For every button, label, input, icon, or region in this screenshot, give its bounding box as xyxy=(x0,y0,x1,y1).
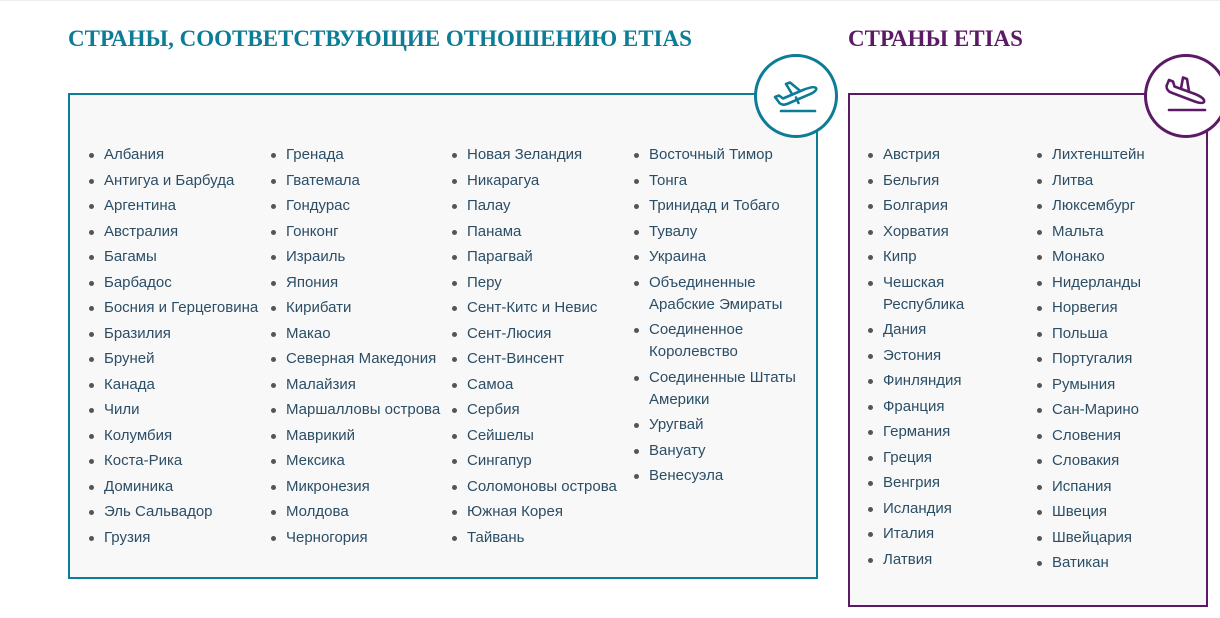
airplane-arrival-icon xyxy=(1159,74,1213,118)
country-list-item: Сан-Марино xyxy=(1036,399,1196,421)
country-list-item: Эль Сальвадор xyxy=(88,501,264,523)
country-list-item: Маршалловы острова xyxy=(270,399,446,421)
country-list-item: Палау xyxy=(451,195,627,217)
country-list-item: Румыния xyxy=(1036,374,1196,396)
country-list-item: Колумбия xyxy=(88,425,264,447)
country-list-item: Исландия xyxy=(867,498,1027,520)
country-list-item: Сингапур xyxy=(451,450,627,472)
country-list-item: Лихтенштейн xyxy=(1036,144,1196,166)
country-list-item: Монако xyxy=(1036,246,1196,268)
etias-countries-heading: СТРАНЫ ETIAS xyxy=(848,26,1023,51)
country-list-item: Самоа xyxy=(451,374,627,396)
country-list-item: Аргентина xyxy=(88,195,264,217)
country-list-item: Италия xyxy=(867,523,1027,545)
country-list-item: Сент-Люсия xyxy=(451,323,627,345)
country-list-item: Канада xyxy=(88,374,264,396)
country-list-item: Антигуа и Барбуда xyxy=(88,170,264,192)
etias-countries-column-2 xyxy=(1036,144,1196,578)
country-list-item: Дания xyxy=(867,319,1027,341)
airplane-arrival-badge xyxy=(1144,54,1220,138)
relation-countries-column-4 xyxy=(633,144,809,491)
country-list-item: Германия xyxy=(867,421,1027,443)
country-list-item: Австралия xyxy=(88,221,264,243)
country-list-item: Израиль xyxy=(270,246,446,268)
top-divider xyxy=(0,0,1220,1)
country-list-item: Восточный Тимор xyxy=(633,144,809,166)
country-list-item: Парагвай xyxy=(451,246,627,268)
country-list-item: Литва xyxy=(1036,170,1196,192)
relation-countries-column-2 xyxy=(270,144,446,552)
country-list-item: Микронезия xyxy=(270,476,446,498)
country-list-item: Испания xyxy=(1036,476,1196,498)
country-list-item: Молдова xyxy=(270,501,446,523)
country-list-item: Грузия xyxy=(88,527,264,549)
country-list-item: Соединенные Штаты Америки xyxy=(633,367,809,411)
country-list-item: Португалия xyxy=(1036,348,1196,370)
country-list-item: Тринидад и Тобаго xyxy=(633,195,809,217)
country-list-item: Кипр xyxy=(867,246,1027,268)
etias-relation-countries-heading: СТРАНЫ, СООТВЕТСТВУЮЩИЕ ОТНОШЕНИЮ ETIAS xyxy=(68,26,692,51)
country-list-item: Никарагуа xyxy=(451,170,627,192)
country-list-item: Тувалу xyxy=(633,221,809,243)
country-list-item: Бруней xyxy=(88,348,264,370)
country-list-item: Хорватия xyxy=(867,221,1027,243)
country-list-item: Чили xyxy=(88,399,264,421)
country-list-item: Словакия xyxy=(1036,450,1196,472)
country-list-item: Гондурас xyxy=(270,195,446,217)
country-list-item: Венгрия xyxy=(867,472,1027,494)
country-list-item: Гватемала xyxy=(270,170,446,192)
country-list-item: Австрия xyxy=(867,144,1027,166)
country-list-item: Словения xyxy=(1036,425,1196,447)
country-list-item: Мальта xyxy=(1036,221,1196,243)
country-list-item: Франция xyxy=(867,396,1027,418)
country-list-item: Люксембург xyxy=(1036,195,1196,217)
airplane-departure-icon xyxy=(769,76,823,116)
country-list-item: Венесуэла xyxy=(633,465,809,487)
country-list-item: Кирибати xyxy=(270,297,446,319)
country-list-item: Северная Македония xyxy=(270,348,446,370)
country-list-item: Панама xyxy=(451,221,627,243)
country-list-item: Греция xyxy=(867,447,1027,469)
country-list-item: Перу xyxy=(451,272,627,294)
etias-countries-column-1 xyxy=(867,144,1027,574)
country-list-item: Швейцария xyxy=(1036,527,1196,549)
airplane-departure-badge xyxy=(754,54,838,138)
country-list-item: Вануату xyxy=(633,440,809,462)
country-list-item: Тонга xyxy=(633,170,809,192)
country-list-item: Албания xyxy=(88,144,264,166)
country-list-item: Черногория xyxy=(270,527,446,549)
country-list-item: Барбадос xyxy=(88,272,264,294)
country-list-item: Бельгия xyxy=(867,170,1027,192)
country-list-item: Макао xyxy=(270,323,446,345)
country-list-item: Тайвань xyxy=(451,527,627,549)
country-list-item: Гренада xyxy=(270,144,446,166)
country-list-item: Латвия xyxy=(867,549,1027,571)
country-list-item: Нидерланды xyxy=(1036,272,1196,294)
country-list-item: Уругвай xyxy=(633,414,809,436)
country-list-item: Малайзия xyxy=(270,374,446,396)
country-list-item: Доминика xyxy=(88,476,264,498)
country-list-item: Объединенные Арабские Эмираты xyxy=(633,272,809,316)
relation-countries-column-3 xyxy=(451,144,627,552)
country-list-item: Бразилия xyxy=(88,323,264,345)
country-list-item: Мексика xyxy=(270,450,446,472)
country-list-item: Соломоновы острова xyxy=(451,476,627,498)
country-list-item: Сербия xyxy=(451,399,627,421)
country-list-item: Соединенное Королевство xyxy=(633,319,809,363)
country-list-item: Сент-Китс и Невис xyxy=(451,297,627,319)
country-list-item: Япония xyxy=(270,272,446,294)
country-list-item: Сейшелы xyxy=(451,425,627,447)
country-list-item: Украина xyxy=(633,246,809,268)
country-list-item: Польша xyxy=(1036,323,1196,345)
country-list-item: Гонконг xyxy=(270,221,446,243)
country-list-item: Сент-Винсент xyxy=(451,348,627,370)
country-list-item: Новая Зеландия xyxy=(451,144,627,166)
country-list-item: Болгария xyxy=(867,195,1027,217)
country-list-item: Багамы xyxy=(88,246,264,268)
country-list-item: Южная Корея xyxy=(451,501,627,523)
country-list-item: Швеция xyxy=(1036,501,1196,523)
country-list-item: Норвегия xyxy=(1036,297,1196,319)
country-list-item: Эстония xyxy=(867,345,1027,367)
country-list-item: Коста-Рика xyxy=(88,450,264,472)
country-list-item: Босния и Герцеговина xyxy=(88,297,264,319)
country-list-item: Маврикий xyxy=(270,425,446,447)
country-list-item: Финляндия xyxy=(867,370,1027,392)
country-list-item: Ватикан xyxy=(1036,552,1196,574)
relation-countries-column-1 xyxy=(88,144,264,552)
country-list-item: Чешская Республика xyxy=(867,272,1027,316)
